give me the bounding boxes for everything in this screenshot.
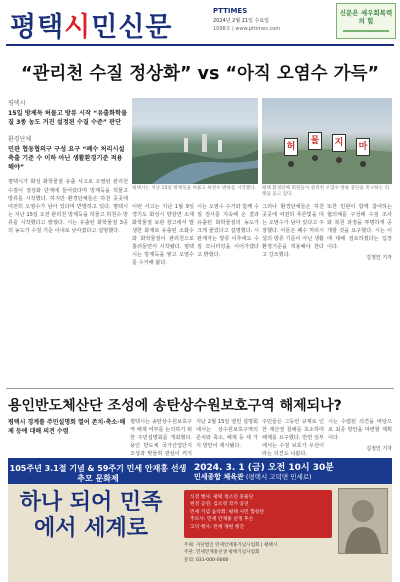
newspaper-logo[interactable]: 평택시민신문 (10, 12, 173, 43)
protest-photo[interactable] (262, 98, 392, 184)
lead-body-column-3: 그러나 환경단체들은 하천 곳곳에 여전히 푸른빛을 띠는 오염수가 남아 있다고 주장했다. 이들은 폐수 처리시설의 방류 기준이 아닌 생활환경기준을 적용해야 한다고 강조했다. (262, 204, 324, 259)
lead-byline: 김정인 기자 (366, 255, 392, 262)
second-summary-column (8, 418, 126, 437)
river-illustration (132, 98, 258, 184)
lead-headline[interactable]: “관리천 수질 정상화” vs “아직 오염수 가득” (21, 64, 379, 84)
promo-divider (343, 30, 389, 32)
lead-summary-groups: 민관 협동협의구 구성 요구 “폐수 처리시설 축출 기준 수 이하 아닌 생활환경기준 적용해야” (8, 145, 125, 172)
lead-body-column-1: 이번 사고는 지난 1월 9일 경기도 화성시 양감면 소재 화학물질 보관 창고에서 발생한 화재로 유출된 소화수와 화학물질이 관리천으로 흘러들면서 시작됐다. 평택시는 방제둑을 쌓고 오염수를 수거해 왔다. (132, 204, 194, 267)
ad-program-item: 고덕 행사: 만세 재현 행진 (190, 524, 245, 530)
lead-left-column (8, 98, 128, 235)
masthead-rule (6, 44, 394, 46)
promo-text: 신문은 세우회복력의 힘 (339, 9, 393, 26)
second-body-column-1: 평택시는 송탄상수원보호구역 해제 여부를 논의하기 위한 주민설명회를 개최했다. 용인 반도체 국가산업단지 조성과 맞물려 관심이 커지 (130, 419, 192, 458)
second-headline[interactable]: 용인반도체산단 조성에 송탄상수원보호구역 해제되나? (8, 398, 342, 414)
promo-box[interactable] (336, 3, 396, 39)
protest-illustration (262, 98, 392, 184)
protest-sign: 지 (332, 134, 346, 152)
lead-summary-city: 15일 방제둑 허물고 방류 시작 “유출화학물질 3종 농도 거진 설정된 수질 수준” 판단 (8, 110, 128, 127)
protest-sign: 허 (284, 138, 298, 156)
story-divider (6, 388, 394, 389)
river-photo[interactable] (132, 98, 258, 184)
issue-number: 1098호 | www.pttimes.com (213, 26, 281, 32)
ad-program-item: 추모사: 민세 안재홍 선생 후손 (190, 517, 254, 523)
issue-info (213, 7, 333, 32)
ad-event-date: 2024. 3. 1 (금) 오전 10시 30분 (194, 463, 334, 473)
portrait-photo (338, 488, 388, 554)
lead-label-groups: 환경단체 (8, 135, 32, 143)
ad-program-item: 식전 행사: 평택 청소년 풍물단 (190, 495, 254, 500)
ad-header-bar (8, 458, 392, 484)
issue-date: 2024년 2월 21일 수요일 (213, 18, 270, 24)
lead-label-city: 평택시 (8, 100, 26, 107)
ad-event-title: 105주년 3.1절 기념 & 59주기 민세 안재홍 선생 추모 문화제 (9, 464, 187, 484)
second-body-column-2: 지난 2월 15일 열린 설명회에서는 상수원보호구역의 존치와 축소, 해제 등 세 가지 방안이 제시됐다. (196, 419, 258, 450)
portrait-illustration (339, 489, 387, 553)
ad-venue (194, 472, 312, 482)
ad-info-line: 주최: 사단법인 민세안재홍기념사업회 | 평택시 (184, 543, 278, 548)
ad-info-line: 주관: 민세안재홍선생 평택기념사업회 (184, 550, 260, 556)
ad-slogan: 하나 되어 민족에서 세계로 (19, 490, 163, 542)
masthead (0, 0, 400, 44)
memorial-advertisement[interactable] (8, 458, 392, 582)
ad-info-line: 문의: 031-000-0000 (184, 557, 229, 563)
ad-venue-detail: (평택시 고덕면 민세로) (245, 473, 312, 481)
lead-body-column-4 (327, 203, 392, 261)
second-body-text-4: 시는 수렴된 의견을 바탕으로 최종 방안을 마련할 계획이다. (328, 419, 392, 442)
ad-body (8, 484, 392, 582)
ad-program-item: 헌정 공연: 김소영 작가 공연 (190, 502, 249, 508)
second-byline: 김정인 기자 (366, 446, 392, 453)
second-summary: 평택시 경계를 주민설명회 열어 존치·축소·해제 등에 대해 의견 수렴 (8, 419, 126, 436)
paper-name: PTTIMES (213, 7, 248, 15)
lead-left-body: 평택시가 화성 화학물질 유출 사고로 오염된 관리천 수질이 정상화 단계에 들어섰다며 방제둑을 허물고 방류를 시작했다. 하지만 환경단체들은 하천 곳곳에 여전히 오염수가 남아 있다며 반발하고 있다. 평택시는 지난 15일 오전 관리천 방제둑을 허물고 하천수 방류를 시작했다고 밝혔다. 시는 유출된 화학물질 3종의 농도가 수질 기준 이내로 낮아졌다고 설명했다. (8, 179, 129, 234)
ad-program-box (184, 490, 332, 538)
lead-body-column-2: 시는 오염수 수거와 함께 수질 검사를 지속해 온 결과 유출된 화학물질의 농도가 크게 줄었다고 설명했다. 시 관계자는 방류 이후에도 수질 모니터링을 이어가겠다고 밝혔다. (197, 204, 259, 259)
protest-sign: 마 (356, 138, 370, 156)
lead-body-text-4: 또한 민관이 함께 참여하는 협의체를 구성해 수질 조사와 복원 과정을 투명하게 공개할 것을 요구했다. 시는 이에 대해 검토하겠다는 입장이다. (327, 204, 392, 251)
second-body-column-4 (328, 418, 392, 452)
ad-venue-name: 민세종합 체육관 (194, 473, 244, 481)
protest-sign: 물 (308, 132, 322, 150)
protest-photo-caption: 평택 환경단체 회원들이 관리천 오염수 방류 중단을 촉구하는 피켓을 들고 있다. (262, 186, 390, 198)
river-photo-caption: 평택시는 지난 15일 방제둑을 허물고 하천수 방류를 시작했다. (132, 186, 257, 191)
ad-program-item: 민세 기념 음악회: 평택 시민 합창단 (190, 509, 265, 515)
second-body-column-3: 주민들은 그동안 규제로 인한 재산권 침해를 호소하며 해제를 요구했다. 반면 일부에서는 수질 보호가 우선이라는 의견도 나왔다. (262, 419, 324, 458)
